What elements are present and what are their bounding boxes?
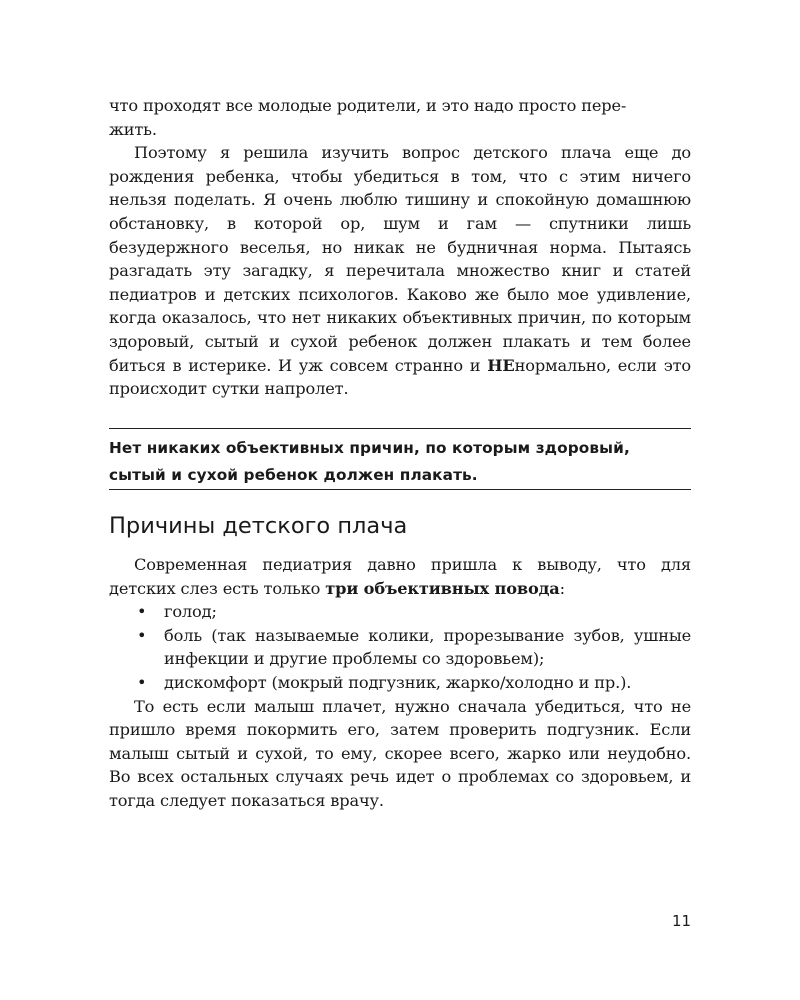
list-item-text: дискомфорт (мокрый подгузник, жарко/холодно и пр.). [164,672,632,692]
bullet-icon: • [137,672,147,692]
intro-bold: три объективных повода [325,578,560,598]
paragraph-intro [109,553,691,600]
body-text-top [109,94,691,401]
paragraph-closing: То есть если малыш плачет, нужно сначала убедиться, что не пришло время покормить его, затем проверить подгузник. Если малыш сытый и сухой, то ему, скорее всего, жарко или неудобно. Во всех остальных случаях речь идет о проблемах со здоровьем, и тогда следует показаться врачу. [109,696,691,810]
list-item [109,600,691,624]
reasons-list [109,600,691,694]
list-item [109,671,691,695]
paragraph-research-text: Поэтому я решила изучить вопрос детского плача еще до рождения ребенка, чтобы убедиться в том, что с этим ничего нельзя поделать. Я очень люблю тишину и спокойную домашнюю обстановку, в которой ор, шум и гам — спутники лишь безудержного веселья, но никак не будничная норма. Пытаясь разгадать эту загадку, я перечитала множество книг и статей педиатров и детских психологов. Каково же было мое удивление, когда оказалось, что нет никаких объективных причин, по которым здоровый, сытый и сухой ребенок должен плакать и тем более биться в истерике. И уж совсем странно и [109,143,691,375]
list-item-text: боль (так называемые колики, прорезывание зубов, ушные инфекции и другие проблемы со здоровьем); [164,625,691,669]
paragraph-research-end: нормально, если это происходит сутки напролет. [109,355,692,399]
body-text-bottom [109,553,691,813]
intro-colon: : [559,578,565,598]
emphasis-ne: НЕ [487,355,515,375]
section-heading: Причины детского плача [109,513,408,539]
pull-quote-bottom-rule [109,489,691,490]
bullet-icon: • [137,602,147,622]
pull-quote-top-rule [109,428,691,429]
paragraph-research [109,141,691,401]
paragraph-continuation: что проходят все молодые родители, и это надо просто пере- жить. [109,96,627,139]
list-item-text: голод; [164,602,217,622]
list-item [109,624,691,671]
bullet-icon: • [137,625,147,645]
intro-text: Современная педиатрия давно пришла к выводу, что для детских слез есть только [109,555,691,598]
page-number: 11 [672,912,692,930]
pull-quote: Нет никаких объективных причин, по которым здоровый, сытый и сухой ребенок должен плакать. [109,439,630,484]
